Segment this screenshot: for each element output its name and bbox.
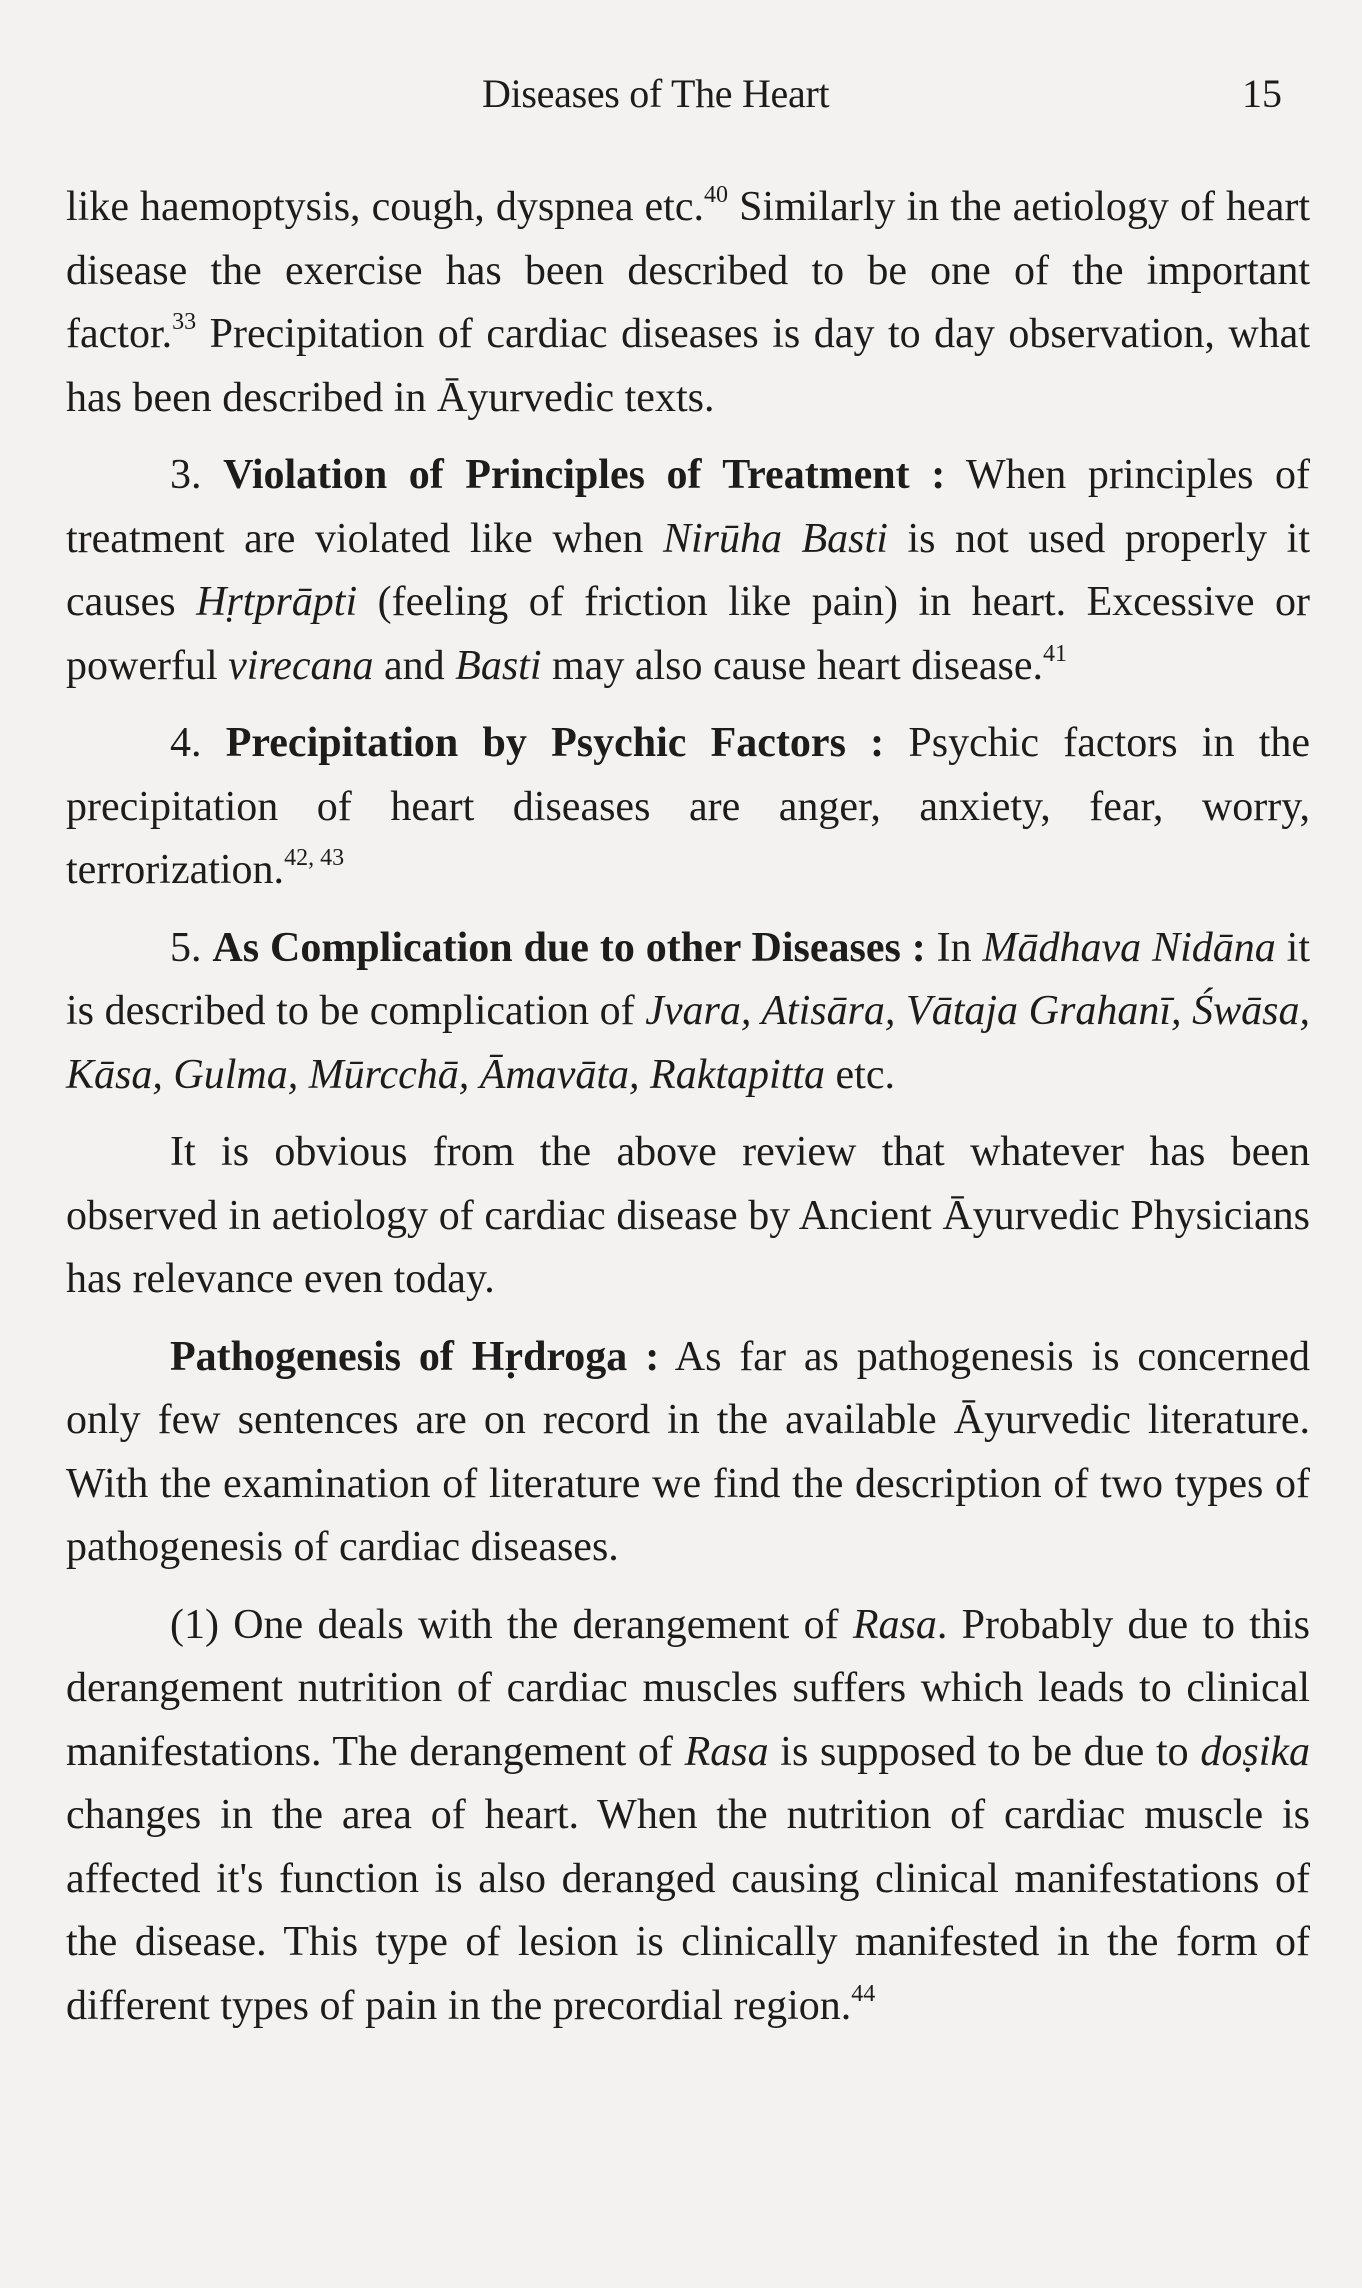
paragraph-psychic-factors bbox=[66, 712, 1310, 903]
sanskrit-term: Mādhava Nidāna bbox=[982, 924, 1276, 971]
body-text bbox=[66, 176, 1310, 2038]
paragraph-review-summary bbox=[66, 1121, 1310, 1312]
paragraph-complication bbox=[66, 917, 1310, 1108]
footnote-ref: 40 bbox=[704, 182, 728, 208]
text-run: is supposed to be due to bbox=[768, 1728, 1201, 1775]
running-title: Diseases of The Heart bbox=[482, 71, 830, 116]
text-run: Similarly in the aetiology of heart disease the exercise has been described to be one of the important factor. bbox=[66, 184, 1310, 357]
sanskrit-term: doṣika bbox=[1200, 1728, 1310, 1775]
text-run: Precipitation of cardiac diseases is day to day observation, what has been described in Āyurvedic texts. bbox=[66, 311, 1310, 421]
item-number: 4. bbox=[170, 720, 226, 766]
text-run: changes in the area of heart. When the nutrition of cardiac muscle is affected it's function is also deranged causing clinical manifestations of the disease. This type of lesion is clinically manifested in the form of different types of pain in the precordial region. bbox=[66, 1792, 1310, 2029]
text-run: is not used properly it causes bbox=[66, 515, 1310, 625]
sanskrit-term: Rasa bbox=[684, 1728, 769, 1775]
footnote-ref: 33 bbox=[172, 309, 197, 335]
section-heading: Violation of Principles of Treatment : bbox=[223, 452, 946, 498]
page-number: 15 bbox=[1242, 71, 1282, 116]
paragraph-violation-of-treatment bbox=[66, 444, 1310, 698]
item-number: 3. bbox=[170, 452, 224, 498]
paragraph-pathogenesis bbox=[66, 1326, 1310, 1580]
text-run: Psychic factors in the precipitation of heart diseases are anger, anxiety, fear, worry, terrorization. bbox=[66, 720, 1311, 893]
text-run: (feeling of friction like pain) in heart. Excessive or powerful bbox=[66, 579, 1310, 689]
text-run: etc. bbox=[825, 1051, 895, 1098]
text-run: may also cause heart disease. bbox=[541, 642, 1043, 689]
footnote-ref: 42, 43 bbox=[284, 845, 345, 871]
section-heading: Precipitation by Psychic Factors : bbox=[225, 720, 885, 766]
text-run: (1) One deals with the derangement of bbox=[170, 1601, 853, 1648]
text-run: As far as pathogenesis is concerned only few sentences are on record in the available Āyurvedic literature. With the examination of literature we find the description of two types of pathogenesis of cardiac diseases. bbox=[66, 1333, 1310, 1570]
running-header bbox=[66, 70, 1302, 120]
text-run: In bbox=[925, 924, 983, 971]
sanskrit-term: Nirūha Basti bbox=[662, 515, 888, 562]
sanskrit-term: Jvara, Atisāra, Vātaja Grahanī, Śwāsa, Kāsa, Gulma, Mūrcchā, Āmavāta, Raktapitta bbox=[66, 988, 1310, 1098]
sanskrit-term: Rasa bbox=[852, 1601, 937, 1648]
sanskrit-term: Hṛtprāpti bbox=[196, 579, 358, 625]
footnote-ref: 44 bbox=[851, 1980, 876, 2007]
text-run: it is described to be complication of bbox=[66, 924, 1310, 1034]
paragraph-exercise-factor bbox=[66, 176, 1310, 430]
sanskrit-term: virecana bbox=[228, 642, 374, 689]
sanskrit-term: Basti bbox=[455, 642, 542, 689]
section-heading: Pathogenesis of Hṛdroga : bbox=[170, 1333, 660, 1380]
text-run: When principles of treatment are violated like when bbox=[66, 452, 1311, 562]
footnote-ref: 41 bbox=[1042, 640, 1067, 667]
text-run: and bbox=[373, 642, 456, 689]
text-run: It is obvious from the above review that whatever has been observed in aetiology of cardiac disease by Ancient Āyurvedic Physicians has relevance even today. bbox=[66, 1129, 1310, 1302]
section-heading: As Complication due to other Diseases : bbox=[212, 924, 926, 971]
paragraph-rasa-derangement bbox=[66, 1594, 1310, 2039]
text-run: . Probably due to this derangement nutrition of cardiac muscles suffers which leads to clinical manifestations. The derangement of bbox=[66, 1601, 1310, 1775]
item-number: 5. bbox=[170, 924, 213, 971]
text-run: like haemoptysis, cough, dyspnea etc. bbox=[66, 184, 704, 230]
